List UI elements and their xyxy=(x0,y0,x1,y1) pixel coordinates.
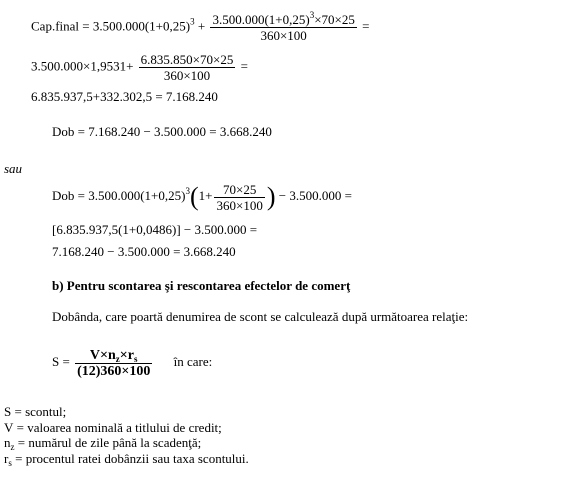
scont-lhs: S = xyxy=(52,354,70,369)
definition-item xyxy=(4,420,249,436)
dob2-paren-open: ( xyxy=(189,182,199,212)
eq2-lhs: 3.500.000×1,9531+ xyxy=(31,58,134,74)
scont-num-times: ×r xyxy=(119,347,134,363)
definition-item xyxy=(4,404,249,420)
eq1-num-a: 3.500.000(1+0,25) xyxy=(212,12,310,27)
dob2-lhs: Dob = 3.500.000(1+0,25) xyxy=(52,188,186,203)
eq1-equals: = xyxy=(362,18,370,34)
eq1-exponent: 3 xyxy=(190,16,195,27)
eq1-num-b: ×70×25 xyxy=(314,12,355,27)
eq2-equals: = xyxy=(240,58,248,74)
dob-formula-2-line-2: [6.835.937,5(1+0,0486)] − 3.500.000 = xyxy=(52,222,258,237)
dob2-paren-close: ) xyxy=(266,182,276,212)
definition-text: = procentul ratei dobânzii sau taxa scontului. xyxy=(11,450,249,466)
dob2-numerator: 70×25 xyxy=(214,182,264,198)
dob2-inner: 1+ xyxy=(198,188,213,203)
definition-symbol: V xyxy=(4,419,14,435)
dob2-denominator: 360×100 xyxy=(216,197,263,213)
dob2-fraction xyxy=(214,182,264,213)
eq1-fraction xyxy=(210,12,356,43)
definition-symbol: n xyxy=(4,435,11,450)
definition-item xyxy=(4,451,249,467)
section-b-heading: b) Pentru scontarea şi rescontarea efectelor de comerţ xyxy=(52,278,351,293)
eq1-numerator xyxy=(210,12,356,28)
scont-num-z: z xyxy=(115,353,120,364)
sau-label: sau xyxy=(4,161,23,176)
definition-text: = scontul; xyxy=(11,404,67,419)
scont-num-v: V×n xyxy=(89,347,116,363)
intro-paragraph: Dobânda, care poartă denumirea de scont se calculează după următoarea relaţie: xyxy=(52,309,469,324)
scont-fraction xyxy=(75,348,152,379)
eq2-fraction xyxy=(139,52,236,83)
scont-num-s: s xyxy=(134,353,138,364)
equation-step-2 xyxy=(31,52,248,83)
equation-cap-final xyxy=(31,12,369,43)
definition-subscript: z xyxy=(10,442,15,452)
definition-symbol: r xyxy=(4,450,9,466)
definition-item xyxy=(4,435,249,451)
dob-formula-2-line-3: 7.168.240 − 3.500.000 = 3.668.240 xyxy=(52,244,236,259)
definition-symbol: S xyxy=(4,404,12,419)
definition-text: = numărul de zile până la scadenţă; xyxy=(14,435,202,450)
eq2-numerator: 6.835.850×70×25 xyxy=(140,52,234,67)
eq1-lhs: Cap.final = 3.500.000(1+0,25) xyxy=(31,18,191,34)
eq1-denominator: 360×100 xyxy=(260,28,307,43)
scont-formula xyxy=(52,344,212,380)
dob2-tail: − 3.500.000 = xyxy=(278,188,352,203)
eq2-denominator: 360×100 xyxy=(163,68,211,83)
dob2-exponent: 3 xyxy=(185,186,190,196)
definitions-list xyxy=(4,404,249,466)
equation-step-3: 6.835.937,5+332.302,5 = 7.168.240 xyxy=(31,89,218,104)
eq1-plus: + xyxy=(197,18,206,34)
definition-subscript: s xyxy=(8,457,12,468)
dob-result-1: Dob = 7.168.240 − 3.500.000 = 3.668.240 xyxy=(52,124,272,139)
eq1-num-exp: 3 xyxy=(309,10,315,20)
scont-in-care: în care: xyxy=(173,354,213,369)
definition-text: = valoarea nominală a titlului de credit; xyxy=(13,419,222,435)
scont-numerator xyxy=(75,348,152,364)
dob-formula-2 xyxy=(52,180,352,213)
scont-denominator: (12)360×100 xyxy=(77,363,151,379)
